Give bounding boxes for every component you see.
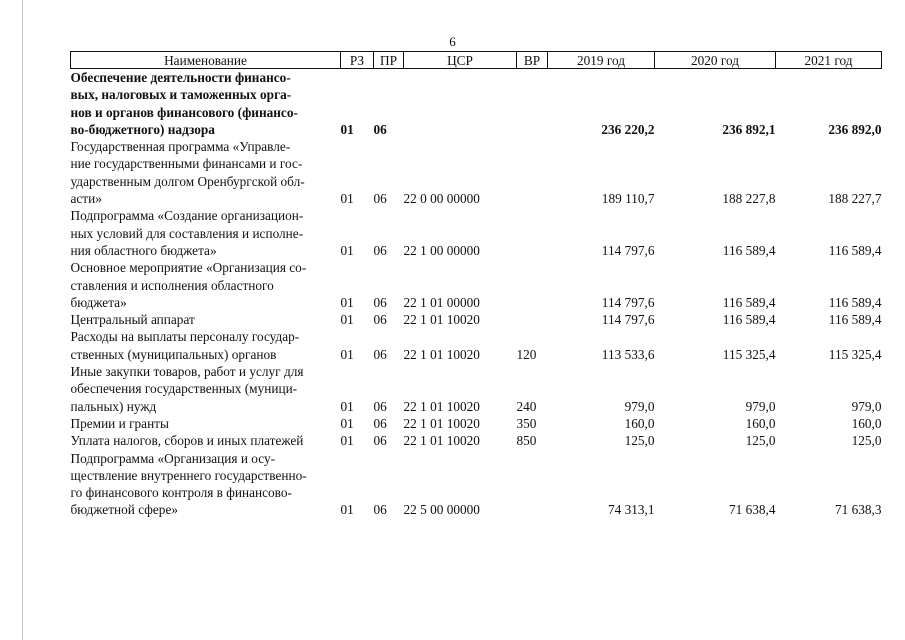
cell-pr: 06 — [373, 398, 387, 414]
cell-rz: 01 — [340, 433, 354, 449]
header-2021: 2021 год — [776, 52, 882, 69]
cell-2020: 71 638,4 — [728, 502, 776, 518]
cell-csr: 22 0 00 00000 — [403, 191, 480, 207]
name-line: Центральный аппарат — [70, 312, 195, 328]
cell-name — [71, 259, 341, 311]
cell-vr: 120 — [516, 346, 537, 362]
cell-2020: 116 589,4 — [722, 242, 776, 258]
name-line: Уплата налогов, сборов и иных платежей — [70, 433, 304, 449]
cell-2021: 116 589,4 — [828, 312, 882, 328]
cell-vr — [517, 311, 548, 328]
name-line: ставления и исполнения областного — [70, 277, 274, 293]
cell-2020: 116 589,4 — [722, 312, 776, 328]
name-line: го финансового контроля в финансово- — [70, 485, 292, 501]
name-line: Подпрограмма «Создание организацион- — [70, 208, 304, 224]
table-row — [71, 363, 882, 415]
cell-vr: 350 — [516, 415, 537, 431]
header-vr: ВР — [517, 52, 548, 69]
table-row — [71, 207, 882, 259]
cell-rz: 01 — [340, 312, 354, 328]
header-2020: 2020 год — [655, 52, 776, 69]
cell-2021: 115 325,4 — [828, 346, 882, 362]
budget-table — [70, 51, 882, 519]
cell-pr: 06 — [373, 346, 387, 362]
header-rz: РЗ — [341, 52, 374, 69]
table-row — [71, 450, 882, 519]
header-csr: ЦСР — [404, 52, 517, 69]
name-line: нов и органов финансового (финансо- — [70, 104, 298, 120]
cell-2021: 116 589,4 — [828, 294, 882, 310]
cell-name — [71, 311, 341, 328]
name-line: во-бюджетного) надзора — [70, 121, 215, 137]
name-line: ние государственными финансами и гос- — [70, 156, 303, 172]
cell-rz: 01 — [340, 242, 354, 258]
cell-vr: 240 — [516, 398, 537, 414]
cell-name — [71, 207, 341, 259]
cell-name — [71, 363, 341, 415]
name-line: ных условий для составления и исполне- — [70, 225, 304, 241]
name-line: Премии и гранты — [70, 415, 169, 431]
cell-vr — [517, 138, 548, 207]
cell-2019: 114 797,6 — [601, 312, 655, 328]
cell-csr — [404, 69, 517, 139]
cell-csr: 22 1 01 10020 — [403, 312, 480, 328]
cell-csr: 22 1 01 10020 — [403, 433, 480, 449]
cell-csr: 22 1 01 10020 — [403, 415, 480, 431]
cell-2019: 236 220,2 — [601, 121, 655, 137]
table-row — [71, 328, 882, 363]
cell-2021: 160,0 — [851, 415, 882, 431]
cell-csr: 22 1 01 00000 — [403, 294, 480, 310]
table-row — [71, 415, 882, 432]
cell-pr: 06 — [373, 312, 387, 328]
cell-2019: 114 797,6 — [601, 242, 655, 258]
cell-name — [71, 415, 341, 432]
name-line: асти» — [70, 191, 102, 207]
cell-vr — [517, 69, 548, 139]
cell-2019: 160,0 — [624, 415, 655, 431]
cell-name — [71, 328, 341, 363]
table-body — [71, 69, 882, 519]
cell-name — [71, 432, 341, 449]
cell-2020: 979,0 — [745, 398, 776, 414]
cell-2021: 979,0 — [851, 398, 882, 414]
cell-2020: 236 892,1 — [722, 121, 776, 137]
cell-pr: 06 — [373, 121, 387, 137]
cell-2020: 116 589,4 — [722, 294, 776, 310]
table-row — [71, 432, 882, 449]
name-line: Подпрограмма «Организация и осу- — [70, 450, 276, 466]
cell-2021: 125,0 — [851, 433, 882, 449]
name-line: пальных) нужд — [70, 398, 157, 414]
cell-2021: 116 589,4 — [828, 242, 882, 258]
cell-2020: 115 325,4 — [722, 346, 776, 362]
page-edge-line — [22, 0, 23, 640]
cell-2019: 979,0 — [624, 398, 655, 414]
name-line: обеспечения государственных (муници- — [70, 381, 298, 397]
name-line: Основное мероприятие «Организация со- — [70, 260, 307, 276]
cell-csr: 22 1 01 10020 — [403, 398, 480, 414]
cell-2021: 188 227,7 — [828, 191, 882, 207]
cell-name — [71, 69, 341, 139]
name-line: ударственным долгом Оренбургской обл- — [70, 173, 305, 189]
name-line: ния областного бюджета» — [70, 242, 217, 258]
cell-pr: 06 — [373, 242, 387, 258]
cell-vr: 850 — [516, 433, 537, 449]
name-line: вых, налоговых и таможенных орга- — [70, 87, 292, 103]
cell-rz: 01 — [340, 121, 354, 137]
name-line: Обеспечение деятельности финансо- — [70, 70, 291, 85]
cell-pr: 06 — [373, 415, 387, 431]
name-line: бюджетной сфере» — [70, 502, 178, 518]
cell-pr: 06 — [373, 433, 387, 449]
name-line: бюджета» — [70, 294, 127, 310]
cell-rz: 01 — [340, 346, 354, 362]
cell-vr — [517, 259, 548, 311]
table-header-row — [71, 52, 882, 69]
cell-rz: 01 — [340, 191, 354, 207]
cell-2020: 160,0 — [745, 415, 776, 431]
name-line: ственных (муниципальных) органов — [70, 346, 277, 362]
cell-rz: 01 — [340, 502, 354, 518]
name-line: Государственная программа «Управле- — [70, 139, 291, 155]
table-row — [71, 311, 882, 328]
table-row — [71, 138, 882, 207]
name-line: ществление внутреннего государственно- — [70, 467, 307, 483]
cell-csr: 22 5 00 00000 — [403, 502, 480, 518]
header-2019: 2019 год — [548, 52, 655, 69]
header-name: Наименование — [71, 52, 341, 69]
table-row — [71, 69, 882, 139]
cell-2019: 125,0 — [624, 433, 655, 449]
cell-2020: 125,0 — [745, 433, 776, 449]
cell-pr: 06 — [373, 294, 387, 310]
cell-rz: 01 — [340, 415, 354, 431]
cell-2019: 114 797,6 — [601, 294, 655, 310]
cell-2019: 113 533,6 — [601, 346, 655, 362]
table-row — [71, 259, 882, 311]
cell-csr: 22 1 01 10020 — [403, 346, 480, 362]
cell-csr: 22 1 00 00000 — [403, 242, 480, 258]
name-line: Расходы на выплаты персоналу государ- — [70, 329, 300, 345]
cell-name — [71, 138, 341, 207]
cell-2021: 71 638,3 — [834, 502, 882, 518]
name-line: Иные закупки товаров, работ и услуг для — [70, 364, 304, 380]
cell-pr: 06 — [373, 191, 387, 207]
header-pr: ПР — [374, 52, 404, 69]
cell-2021: 236 892,0 — [828, 121, 882, 137]
cell-pr: 06 — [373, 502, 387, 518]
cell-vr — [517, 207, 548, 259]
cell-name — [71, 450, 341, 519]
cell-rz: 01 — [340, 294, 354, 310]
page-number: 6 — [449, 34, 456, 49]
cell-rz: 01 — [340, 398, 354, 414]
cell-2019: 189 110,7 — [601, 191, 655, 207]
cell-vr — [517, 450, 548, 519]
cell-2019: 74 313,1 — [607, 502, 655, 518]
cell-2020: 188 227,8 — [722, 191, 776, 207]
